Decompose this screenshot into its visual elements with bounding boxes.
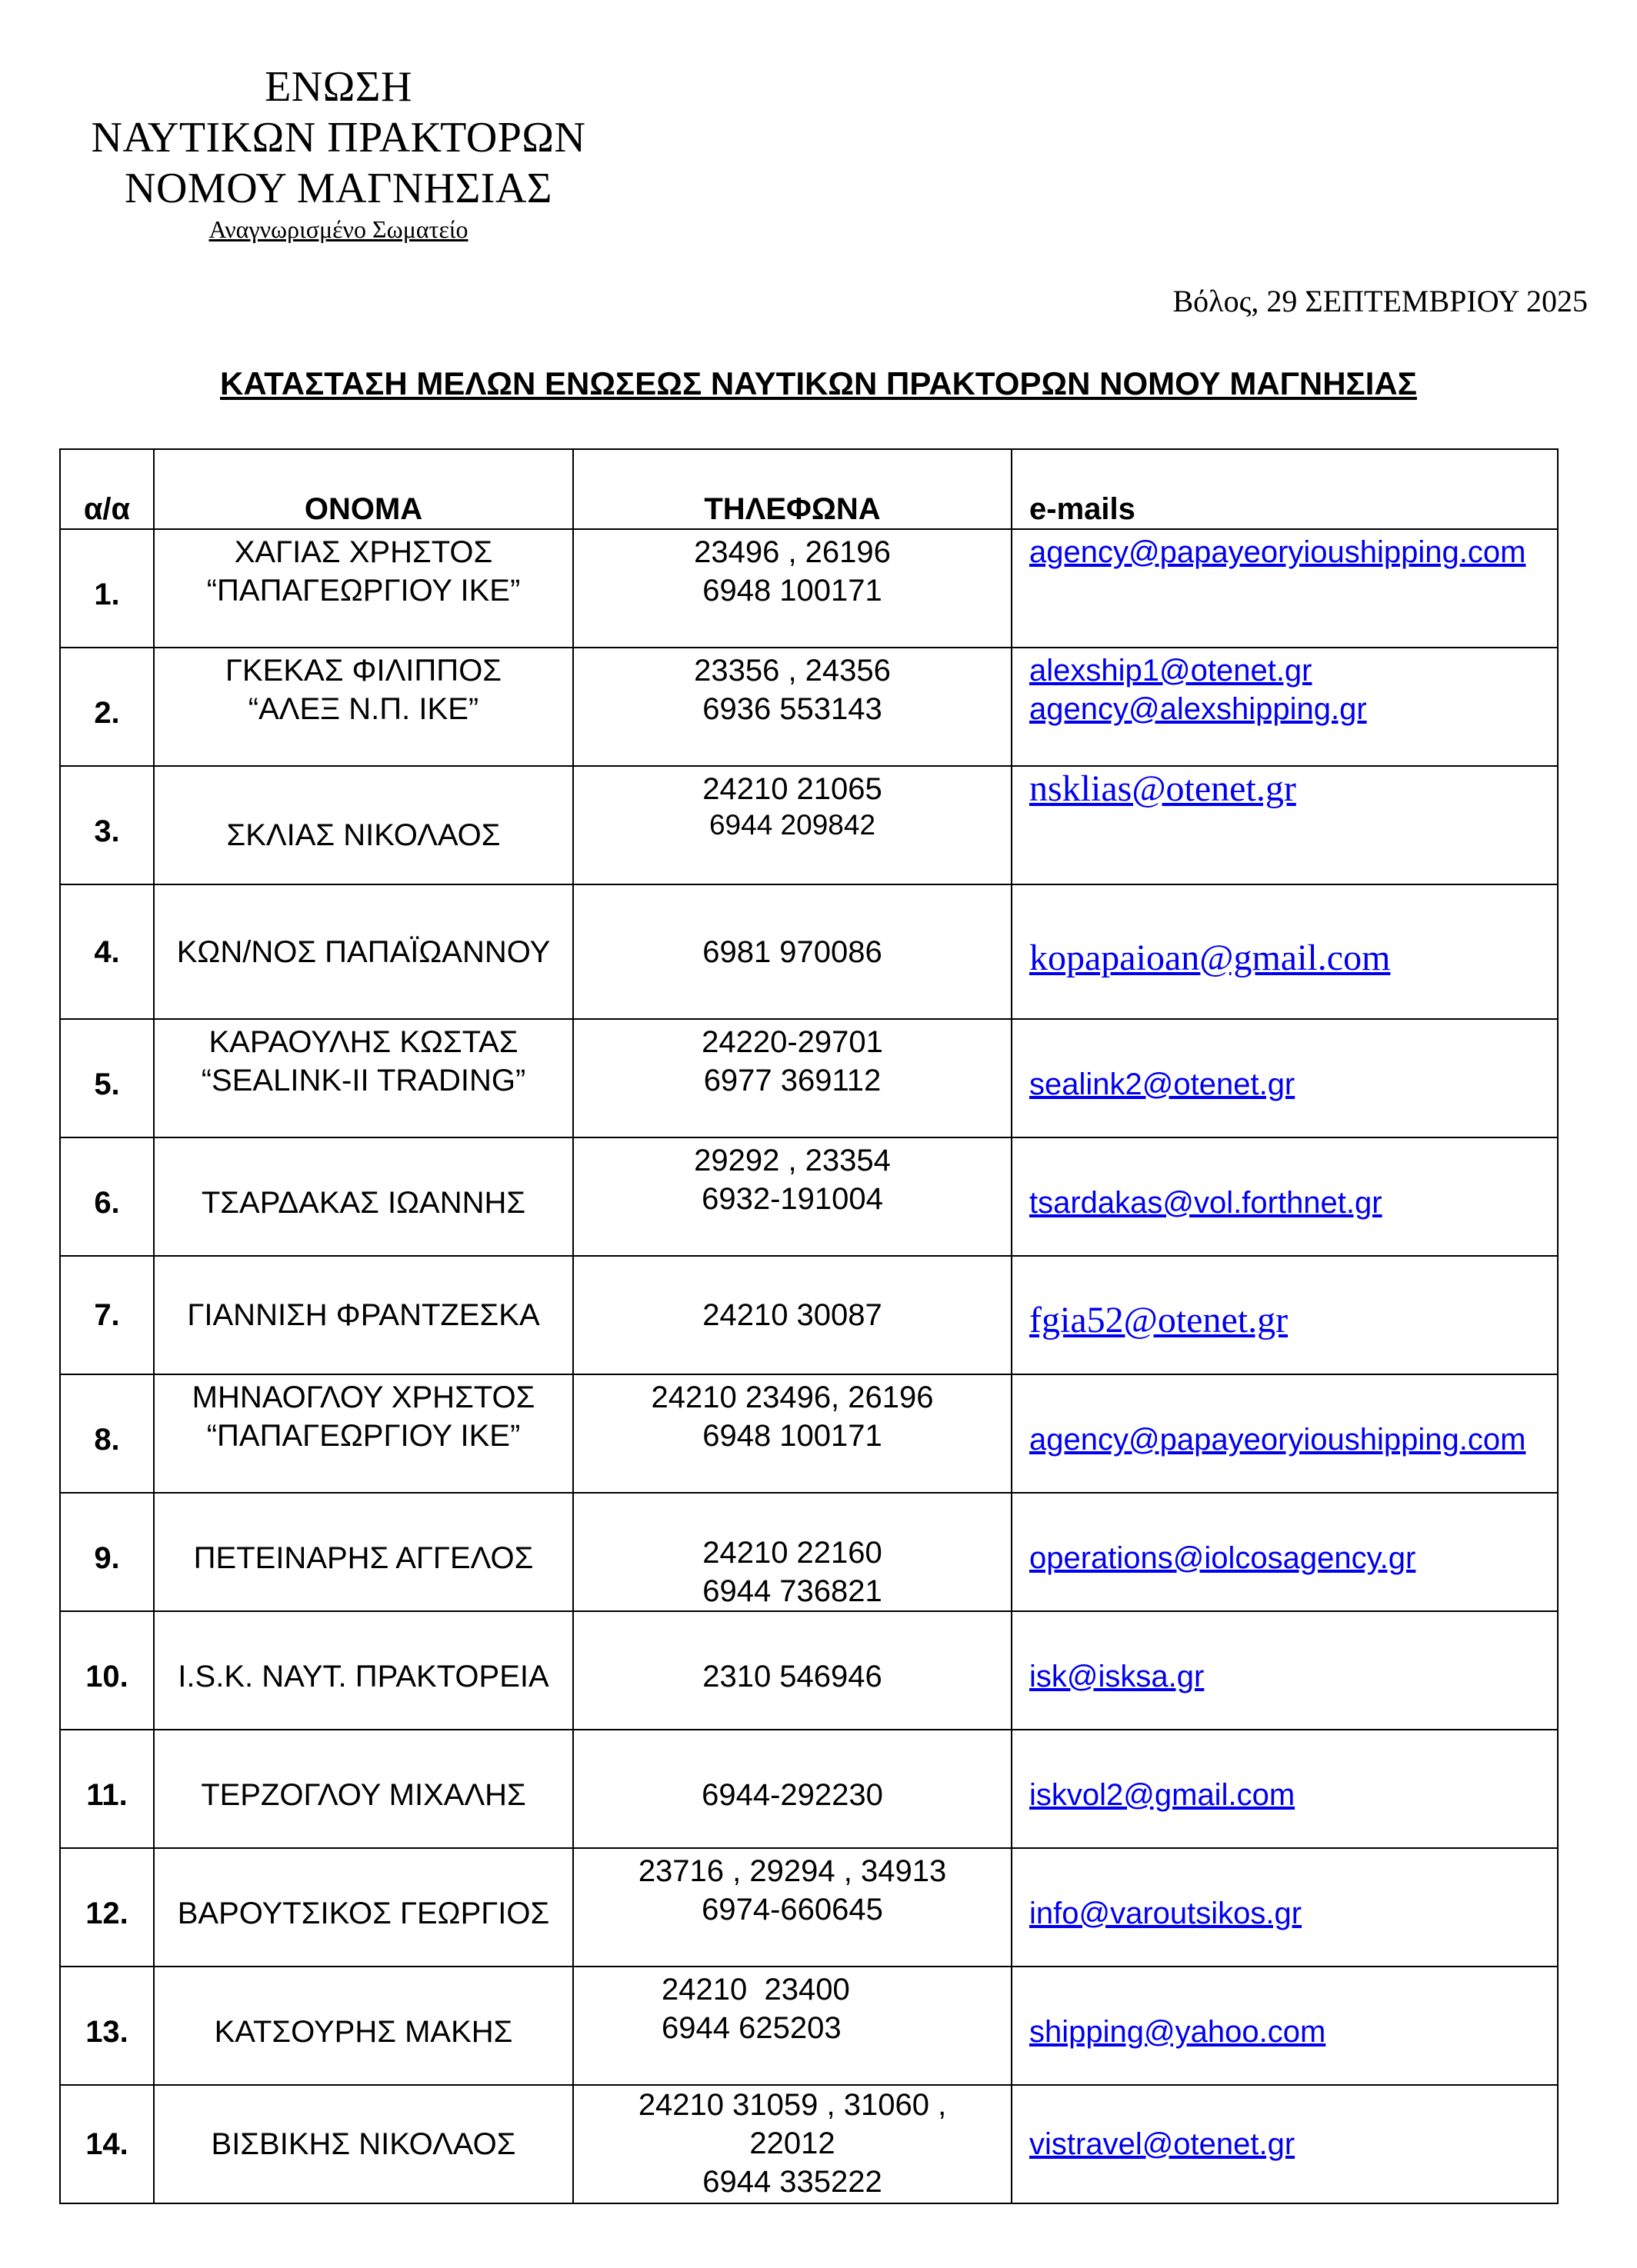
member-emails <box>1012 1137 1558 1256</box>
document-date: Βόλος, 29 ΣΕΠΤΕΜΒΡΙΟΥ 2025 <box>1172 284 1588 318</box>
row-number: 5. <box>60 1019 154 1137</box>
member-name-line: I.S.K. ΝΑΥΤ. ΠΡΑΚΤΟΡΕΙΑ <box>178 1660 549 1694</box>
phone-line: 24220-29701 <box>702 1025 883 1059</box>
table-row <box>60 1967 1558 2085</box>
row-number: 8. <box>60 1374 154 1493</box>
org-subtitle: Αναγνωρισμένο Σωματείο <box>208 215 468 243</box>
member-phones <box>573 2085 1012 2203</box>
phone-line: 6948 100171 <box>702 1419 882 1453</box>
organization-header <box>46 62 631 245</box>
email-link[interactable]: iskvol2@gmail.com <box>1029 1778 1295 1812</box>
table-row <box>60 1848 1558 1967</box>
member-name-line: ΠΕΤΕΙΝΑΡΗΣ ΑΓΓΕΛΟΣ <box>193 1541 534 1575</box>
member-name <box>154 884 573 1019</box>
email-link[interactable]: agency@papayeoryioushipping.com <box>1029 535 1526 569</box>
phone-line: 6936 553143 <box>702 692 882 726</box>
member-name-line: ΚΑΡΑΟΥΛΗΣ ΚΩΣΤΑΣ <box>208 1025 518 1059</box>
org-name-line3: ΝΟΜΟΥ ΜΑΓΝΗΣΙΑΣ <box>125 165 552 212</box>
table-row <box>60 2085 1558 2203</box>
phone-line: 23716 , 29294 , 34913 <box>638 1854 947 1888</box>
member-phones <box>573 1967 1012 2085</box>
member-name <box>154 1374 573 1493</box>
member-name <box>154 1730 573 1848</box>
member-emails <box>1012 1374 1558 1493</box>
member-name-line: ΜΗΝΑΟΓΛΟΥ ΧΡΗΣΤΟΣ <box>192 1380 535 1414</box>
phone-line: 6974-660645 <box>702 1893 883 1927</box>
member-name-line: ΓΚΕΚΑΣ ΦΙΛΙΠΠΟΣ <box>225 654 502 688</box>
phone-line: 6944 209842 <box>708 809 876 841</box>
member-company-line: “SEALINK-II TRADING” <box>201 1064 526 1097</box>
member-name-line: ΤΣΑΡΔΑΚΑΣ ΙΩΑΝΝΗΣ <box>201 1186 526 1220</box>
row-number: 12. <box>60 1848 154 1967</box>
table-row <box>60 529 1558 648</box>
email-link[interactable]: agency@alexshipping.gr <box>1029 692 1367 726</box>
email-link[interactable]: fgia52@otenet.gr <box>1029 1300 1289 1340</box>
member-phones <box>573 1493 1012 1611</box>
phone-line: 6944 736821 <box>702 1574 882 1608</box>
member-name <box>154 1967 573 2085</box>
member-name <box>154 529 573 648</box>
email-link[interactable]: info@varoutsikos.gr <box>1029 1897 1302 1930</box>
member-emails <box>1012 1493 1558 1611</box>
member-company-line: “ΠΑΠΑΓΕΩΡΓΙΟΥ ΙΚΕ” <box>206 1419 521 1453</box>
email-link[interactable]: operations@iolcosagency.gr <box>1029 1541 1416 1575</box>
row-number: 2. <box>60 648 154 766</box>
member-phones <box>573 766 1012 884</box>
row-number: 9. <box>60 1493 154 1611</box>
member-emails <box>1012 884 1558 1019</box>
phone-line: 24210 21065 <box>702 772 882 806</box>
member-name-line: ΒΑΡΟΥΤΣΙΚΟΣ ΓΕΩΡΓΙΟΣ <box>177 1897 550 1930</box>
phone-line: 6981 970086 <box>702 934 882 969</box>
member-emails <box>1012 2085 1558 2203</box>
member-phones <box>573 1019 1012 1137</box>
row-number: 6. <box>60 1137 154 1256</box>
phone-line: 23356 , 24356 <box>694 654 891 688</box>
member-phones <box>573 1374 1012 1493</box>
row-number: 1. <box>60 529 154 648</box>
phone-line: 24210 30087 <box>702 1298 882 1332</box>
row-number: 7. <box>60 1256 154 1374</box>
phone-line: 22012 <box>749 2126 835 2160</box>
phone-line: 2310 546946 <box>702 1660 882 1694</box>
member-emails <box>1012 1967 1558 2085</box>
table-row <box>60 884 1558 1019</box>
member-name <box>154 1493 573 1611</box>
member-name-line: ΣΚΛΙΑΣ ΝΙΚΟΛΑΟΣ <box>226 818 501 852</box>
email-link[interactable]: isk@isksa.gr <box>1029 1660 1205 1694</box>
member-emails <box>1012 1019 1558 1137</box>
member-phones <box>573 529 1012 648</box>
member-emails <box>1012 1611 1558 1730</box>
member-name <box>154 1848 573 1967</box>
phone-line: 29292 , 23354 <box>694 1144 891 1177</box>
member-phones <box>573 1137 1012 1256</box>
row-number: 3. <box>60 766 154 884</box>
org-name-line2: ΝΑΥΤΙΚΩΝ ΠΡΑΚΤΟΡΩΝ <box>91 114 586 162</box>
column-header-name: ΟΝΟΜΑ <box>154 449 573 529</box>
phone-line: 24210 23496, 26196 <box>651 1380 934 1414</box>
email-link[interactable]: kopapaioan@gmail.com <box>1029 937 1391 978</box>
member-name-line: ΚΩΝ/ΝΟΣ ΠΑΠΑΪΩΑΝΝΟΥ <box>176 934 551 969</box>
email-link[interactable]: agency@papayeoryioushipping.com <box>1029 1423 1526 1457</box>
org-name-line1: ΕΝΩΣΗ <box>265 63 412 111</box>
member-phones <box>573 884 1012 1019</box>
column-header-phone: ΤΗΛΕΦΩΝΑ <box>573 449 1012 529</box>
email-link[interactable]: tsardakas@vol.forthnet.gr <box>1029 1186 1382 1220</box>
table-row <box>60 1374 1558 1493</box>
row-number: 10. <box>60 1611 154 1730</box>
member-phones <box>573 1730 1012 1848</box>
email-link[interactable]: sealink2@otenet.gr <box>1029 1067 1295 1101</box>
member-name-line: ΚΑΤΣΟΥΡΗΣ ΜΑΚΗΣ <box>214 2015 513 2049</box>
member-phones <box>573 1848 1012 1967</box>
member-emails <box>1012 1730 1558 1848</box>
row-number: 13. <box>60 1967 154 2085</box>
member-name-line: ΤΕΡΖΟΓΛΟΥ ΜΙΧΑΛΗΣ <box>201 1778 526 1812</box>
member-name <box>154 2085 573 2203</box>
member-phones <box>573 1611 1012 1730</box>
table-row <box>60 648 1558 766</box>
member-name <box>154 766 573 884</box>
column-header-number: α/α <box>60 449 154 529</box>
phone-line: 24210 23400 <box>662 1973 850 2007</box>
table-row <box>60 766 1558 884</box>
table-row <box>60 1611 1558 1730</box>
phone-line: 23496 , 26196 <box>694 535 891 569</box>
phone-line: 24210 31059 , 31060 , <box>638 2088 947 2122</box>
column-header-email: e-mails <box>1012 449 1558 529</box>
email-link[interactable]: shipping@yahoo.com <box>1029 2015 1326 2049</box>
member-phones <box>573 648 1012 766</box>
table-row <box>60 1256 1558 1374</box>
member-name <box>154 1019 573 1137</box>
phone-line: 6977 369112 <box>703 1064 882 1097</box>
member-name-line: ΒΙΣΒΙΚΗΣ ΝΙΚΟΛΑΟΣ <box>211 2127 516 2161</box>
member-emails <box>1012 648 1558 766</box>
table-row <box>60 1137 1558 1256</box>
phone-line: 24210 22160 <box>702 1536 882 1570</box>
member-name <box>154 648 573 766</box>
email-link[interactable]: nsklias@otenet.gr <box>1029 768 1296 809</box>
member-name-line: ΧΑΓΙΑΣ ΧΡΗΣΤΟΣ <box>234 535 493 569</box>
member-company-line: “ΑΛΕΞ Ν.Π. ΙΚΕ” <box>248 692 479 726</box>
row-number: 14. <box>60 2085 154 2203</box>
phone-line: 6944 625203 <box>662 2011 842 2045</box>
table-row <box>60 1019 1558 1137</box>
member-name <box>154 1256 573 1374</box>
member-emails <box>1012 766 1558 884</box>
table-row <box>60 1730 1558 1848</box>
table-row <box>60 1493 1558 1611</box>
email-link[interactable]: alexship1@otenet.gr <box>1029 654 1312 688</box>
email-link[interactable]: vistravel@otenet.gr <box>1029 2127 1295 2161</box>
phone-line: 6944 335222 <box>702 2165 882 2199</box>
row-number: 4. <box>60 884 154 1019</box>
row-number: 11. <box>60 1730 154 1848</box>
phone-line: 6944-292230 <box>702 1778 883 1812</box>
member-name <box>154 1137 573 1256</box>
document-title: ΚΑΤΑΣΤΑΣΗ ΜΕΛΩΝ ΕΝΩΣΕΩΣ ΝΑΥΤΙΚΩΝ ΠΡΑΚΤΟΡΩΝ ΝΟΜΟΥ ΜΑΓΝΗΣΙΑΣ <box>220 365 1417 401</box>
member-name-line: ΓΙΑΝΝΙΣΗ ΦΡΑΝΤΖΕΣΚΑ <box>187 1298 540 1332</box>
phone-line: 6948 100171 <box>702 574 882 608</box>
member-emails <box>1012 529 1558 648</box>
members-table <box>59 448 1559 2204</box>
member-emails <box>1012 1256 1558 1374</box>
phone-line: 6932-191004 <box>702 1182 883 1216</box>
member-name <box>154 1611 573 1730</box>
member-emails <box>1012 1848 1558 1967</box>
table-header-row <box>60 449 1558 529</box>
member-company-line: “ΠΑΠΑΓΕΩΡΓΙΟΥ ΙΚΕ” <box>206 574 521 608</box>
member-phones <box>573 1256 1012 1374</box>
